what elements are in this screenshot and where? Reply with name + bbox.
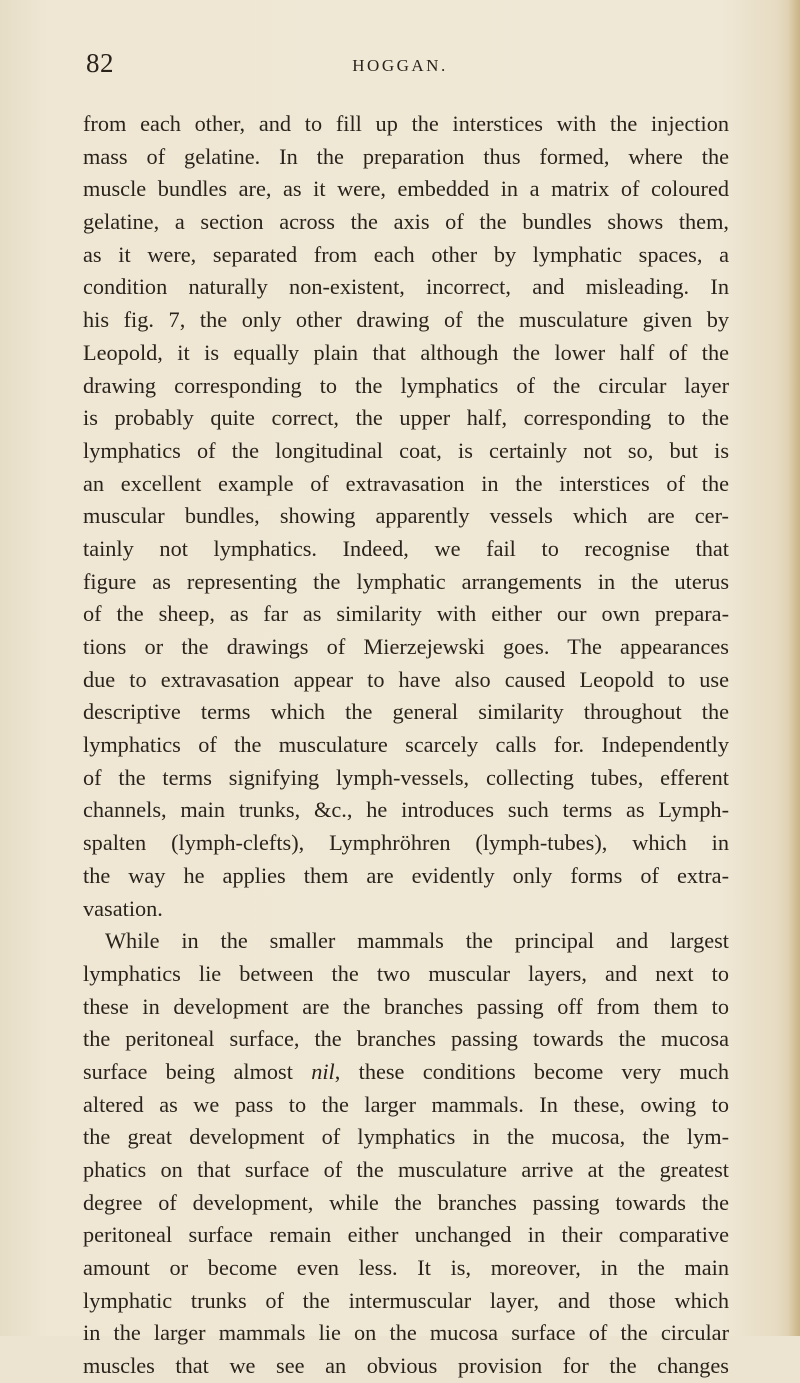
text-line: tions or the drawings of Mierzejewski goes. The appearances	[83, 634, 729, 659]
text-line: Leopold, it is equally plain that although the lower half of the	[83, 339, 729, 365]
text-line: lymphatics lie between the two muscular layers, and next to	[83, 960, 729, 986]
page-number: 82	[86, 48, 114, 78]
text-line: in the larger mammals lie on the mucosa surface of the circular	[83, 1320, 729, 1346]
text-line: his fig. 7, the only other drawing of the musculature given by	[83, 307, 729, 333]
text-line: spalten (lymph-clefts), Lymphröhren (lymph-tubes), which in	[83, 830, 729, 856]
running-head: HOGGAN.	[352, 56, 448, 75]
text-line: vasation.	[83, 895, 163, 921]
text-line: amount or become even less. It is, moreover, in the main	[83, 1255, 729, 1281]
text-line: from each other, and to fill up the interstices with the injection	[83, 111, 729, 136]
text-line: mass of gelatine. In the preparation thus formed, where the	[83, 143, 729, 169]
text-line: gelatine, a section across the axis of the bundles shows them,	[83, 209, 729, 235]
text-line: lymphatics of the musculature scarcely calls for. Independently	[83, 732, 729, 758]
text-line: drawing corresponding to the lymphatics of the circular layer	[83, 372, 729, 398]
text-line: is probably quite correct, the upper half, corresponding to the	[83, 405, 729, 431]
text-line: peritoneal surface remain either unchanged in their comparative	[83, 1222, 729, 1248]
text-line: descriptive terms which the general similarity throughout the	[83, 699, 729, 725]
paragraph-1	[83, 108, 729, 925]
paragraph-2	[83, 925, 729, 1383]
text-line: surface being almost nil, these conditions become very much	[83, 1058, 729, 1084]
text-line: the peritoneal surface, the branches passing towards the mucosa	[83, 1026, 729, 1052]
text-line: While in the smaller mammals the principal and largest	[105, 928, 729, 954]
text-line: lymphatic trunks of the intermuscular layer, and those which	[83, 1287, 729, 1313]
text-line: altered as we pass to the larger mammals. In these, owing to	[83, 1091, 729, 1117]
text-line: of the terms signifying lymph-vessels, collecting tubes, efferent	[83, 764, 729, 790]
text-line: degree of development, while the branches passing towards the	[83, 1189, 729, 1215]
text-line: phatics on that surface of the musculature arrive at the greatest	[83, 1157, 729, 1182]
text-line: muscles that we see an obvious provision for the changes	[83, 1353, 729, 1379]
text-line: these in development are the branches passing off from them to	[83, 993, 729, 1019]
text-line: due to extravasation appear to have also caused Leopold to use	[83, 666, 729, 692]
text-line: tainly not lymphatics. Indeed, we fail to recognise that	[83, 535, 729, 561]
page-header	[0, 48, 800, 88]
text-line: channels, main trunks, &c., he introduces such terms as Lymph-	[83, 797, 729, 823]
text-line: figure as representing the lymphatic arrangements in the uterus	[83, 568, 729, 594]
body-text	[83, 108, 729, 1383]
text-line: condition naturally non-existent, incorrect, and misleading. In	[83, 274, 729, 300]
page-edge-shadow	[788, 0, 800, 1336]
text-line: muscular bundles, showing apparently vessels which are cer-	[83, 503, 729, 529]
text-line: the great development of lymphatics in the mucosa, the lym-	[83, 1124, 729, 1150]
text-line: an excellent example of extravasation in the interstices of the	[83, 470, 729, 496]
text-line: muscle bundles are, as it were, embedded in a matrix of coloured	[83, 176, 729, 202]
text-line: of the sheep, as far as similarity with either our own prepara-	[83, 601, 729, 627]
text-line: the way he applies them are evidently only forms of extra-	[83, 862, 729, 888]
text-line: as it were, separated from each other by lymphatic spaces, a	[83, 241, 729, 267]
text-line: lymphatics of the longitudinal coat, is certainly not so, but is	[83, 437, 729, 463]
